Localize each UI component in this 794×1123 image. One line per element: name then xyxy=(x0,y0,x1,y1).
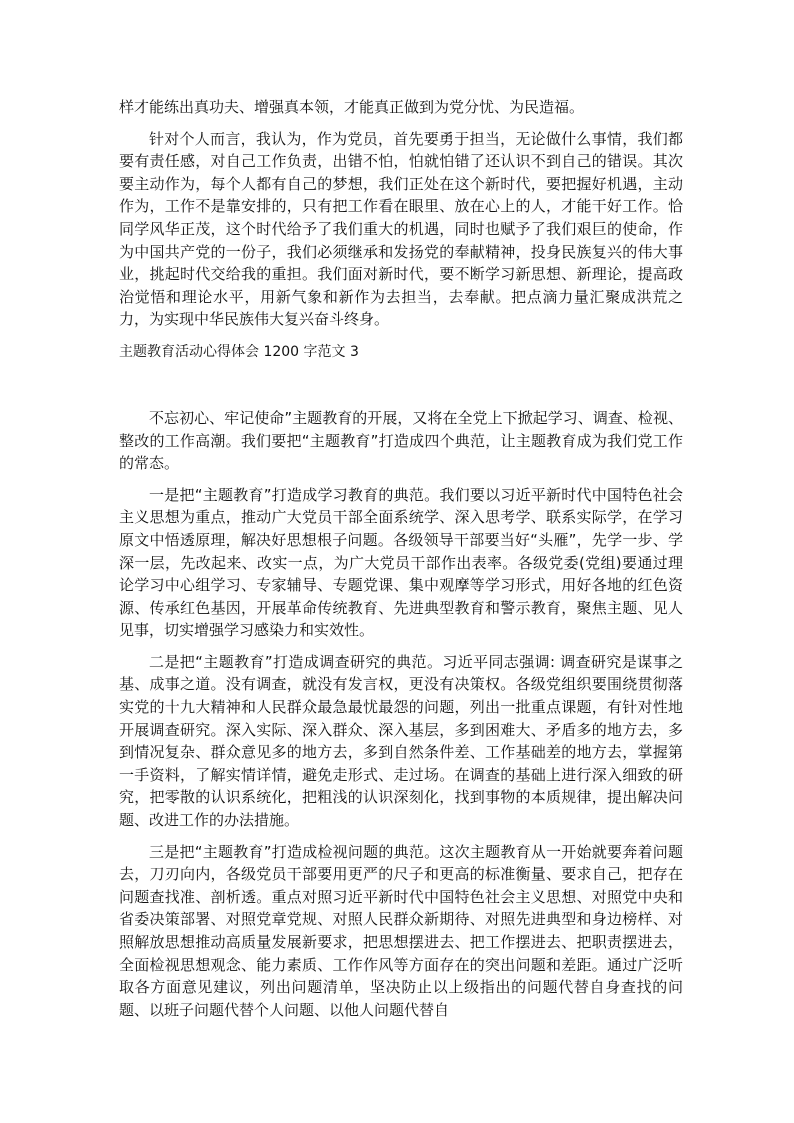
section-title: 主题教育活动心得体会 1200 字范文 3 xyxy=(119,343,359,360)
paragraph-personal: 针对个人而言，我认为，作为党员，首先要勇于担当，无论做什么事情，我们都要有责任感，对自己工作负责，出错不怕，怕就怕错了还认识不到自己的错误。其次要主动作为，每个人都有自己的梦想，我们正处在这个新时代，要把握好机遇，主动作为，工作不是靠安排的，只有把工作看在眼里、放在心上的人，才能干好工作。恰同学风华正茂，这个时代给予了我们重大的机遇，同时也赋予了我们艰巨的使命，作为中国共产党的一份子，我们必须继承和发扬党的奉献精神，投身民族复兴的伟大事业，挑起时代交给我的重担。我们面对新时代，要不断学习新思想、新理论，提高政治觉悟和理论水平，用新气象和新作为去担当，去奉献。把点滴力量汇聚成洪荒之力，为实现中华民族伟大复兴奋斗终身。 xyxy=(119,129,683,329)
paragraph-intro: 不忘初心、牢记使命”主题教育的开展，又将在全党上下掀起学习、调查、检视、整改的工作高潮。我们要把“主题教育”打造成四个典范，让主题教育成为我们党工作的常态。 xyxy=(119,408,683,473)
paragraph-research: 二是把“主题教育”打造成调查研究的典范。习近平同志强调: 调查研究是谋事之基、成事之道。没有调查，就没有发言权，更没有决策权。各级党组织要围绕贯彻落实党的十九大精神和人民群众最急最忧最怨的问题，列出一批重点课题，有针对性地开展调查研究。深入实际、深入群众、深入基层，多到困难大、矛盾多的地方去，多到情况复杂、群众意见多的地方去，多到自然条件差、工作基础差的地方去，掌握第一手资料，了解实情详情，避免走形式、走过场。在调查的基础上进行深入细致的研究，把零散的认识系统化，把粗浅的认识深刻化，找到事物的本质规律，提出解决问题、改进工作的办法措施。 xyxy=(119,652,683,830)
document-body xyxy=(119,96,683,1021)
paragraph-continuation: 样才能练出真功夫、增强真本领，才能真正做到为党分忧、为民造福。 xyxy=(119,98,585,116)
paragraph-problems: 三是把“主题教育”打造成检视问题的典范。这次主题教育从一开始就要奔着问题去，刀刃向内，各级党员干部要用更严的尺子和更高的标准衡量、要求自己，把存在问题查找准、剖析透。重点对照习近平新时代中国特色社会主义思想、对照党中央和省委决策部署、对照党章党规、对照人民群众新期待、对照先进典型和身边榜样、对照解放思想推动高质量发展新要求，把思想摆进去、把工作摆进去、把职责摆进去，全面检视思想观念、能力素质、工作作风等方面存在的突出问题和差距。通过广泛听取各方面意见建议，列出问题清单，坚决防止以上级指出的问题代替自身查找的问题、以班子问题代替个人问题、以他人问题代替自 xyxy=(119,842,683,1019)
paragraph-study: 一是把“主题教育”打造成学习教育的典范。我们要以习近平新时代中国特色社会主义思想为重点，推动广大党员干部全面系统学、深入思考学、联系实际学，在学习原文中悟透原理，解决好思想根子问题。各级领导干部要当好“头雁”，先学一步、学深一层，先改起来、改实一点，为广大党员干部作出表率。各级党委(党组)要通过理论学习中心组学习、专家辅导、专题党课、集中观摩等学习形式，用好各地的红色资源、传承红色基因，开展革命传统教育、先进典型教育和警示教育，聚焦主题、见人见事，切实增强学习感染力和实效性。 xyxy=(119,485,683,640)
